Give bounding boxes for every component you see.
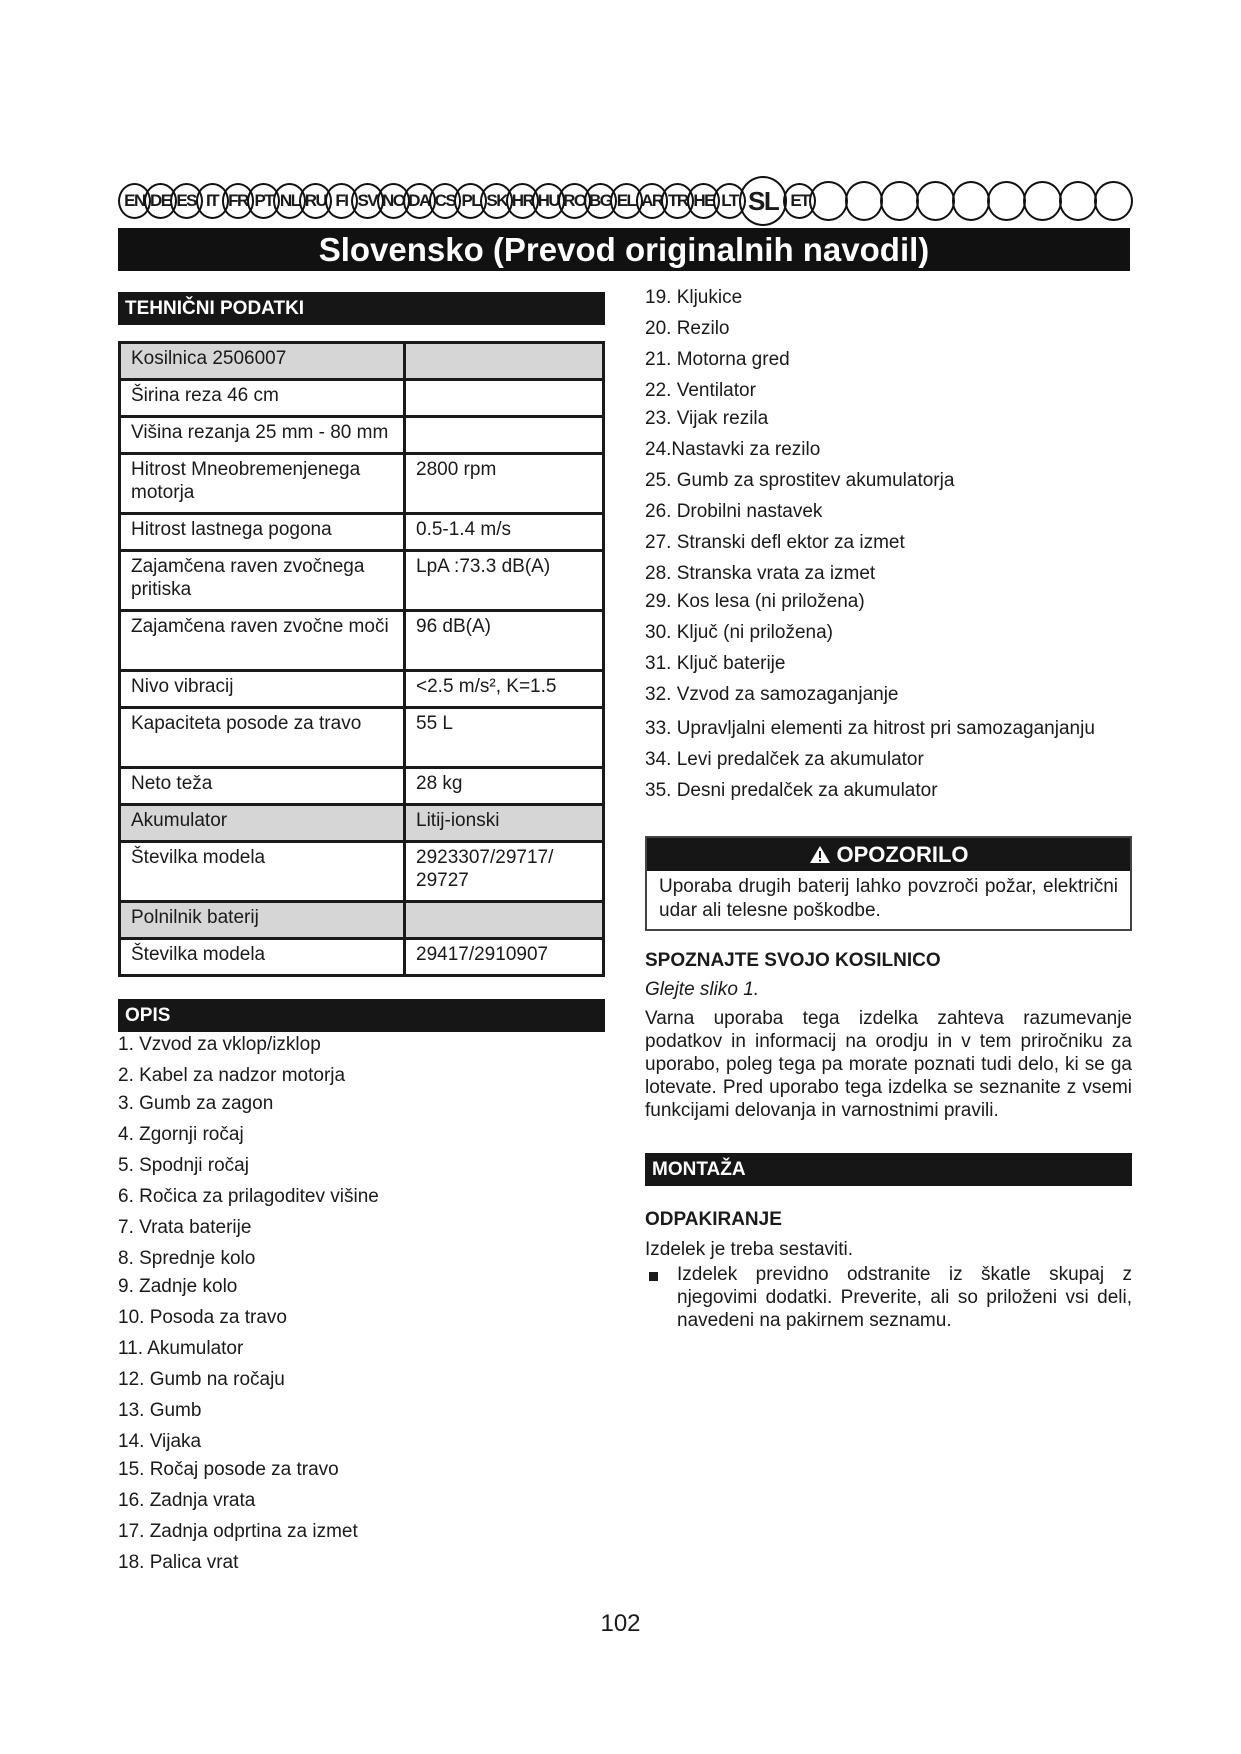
see-figure-note: Glejte sliko 1. xyxy=(645,979,760,1000)
list-item: 4. Zgornji ročaj xyxy=(118,1124,244,1145)
description-heading: OPIS xyxy=(118,999,605,1032)
list-item: 15. Ročaj posode za travo xyxy=(118,1459,339,1480)
spec-label: Številka modela xyxy=(120,939,405,976)
warning-text: Uporaba drugih baterij lahko povzroči požar, električni udar ali telesne poškodbe. xyxy=(659,876,1118,921)
spec-value: Litij-ionski xyxy=(405,805,604,842)
list-item: 31. Ključ baterije xyxy=(645,653,786,674)
language-tab-blank xyxy=(916,181,955,221)
language-tab-cs: CS xyxy=(429,183,462,219)
spec-value: 96 dB(A) xyxy=(405,611,604,671)
spec-label: Polnilnik baterij xyxy=(120,902,405,939)
language-tab-hr: HR xyxy=(506,183,539,219)
language-tab-lt: LT xyxy=(713,183,746,219)
spec-label: Kapaciteta posode za travo xyxy=(120,708,405,768)
list-item: 8. Sprednje kolo xyxy=(118,1248,256,1269)
list-item: 29. Kos lesa (ni priložena) xyxy=(645,591,865,612)
language-tabs xyxy=(118,181,1130,221)
spec-value xyxy=(405,343,604,380)
spec-row xyxy=(120,551,604,611)
language-tab-sl: SL xyxy=(739,176,787,226)
spec-label: Zajamčena raven zvočnega pritiska xyxy=(120,551,405,611)
spec-row xyxy=(120,902,604,939)
list-item: 20. Rezilo xyxy=(645,318,730,339)
list-item: 2. Kabel za nadzor motorja xyxy=(118,1065,346,1086)
spec-row xyxy=(120,671,604,708)
list-item: 21. Motorna gred xyxy=(645,349,790,370)
spec-value xyxy=(405,902,604,939)
spec-label: Hitrost lastnega pogona xyxy=(120,514,405,551)
language-tab-fr: FR xyxy=(222,183,255,219)
language-tab-sv: SV xyxy=(351,183,384,219)
list-item: 16. Zadnja vrata xyxy=(118,1490,256,1511)
warning-heading xyxy=(647,838,1130,871)
list-item: 30. Ključ (ni priložena) xyxy=(645,622,833,643)
language-tab-fi: FI xyxy=(325,183,358,219)
unpacking-intro: Izdelek je treba sestaviti. xyxy=(645,1239,854,1260)
language-tab-el: EL xyxy=(610,183,643,219)
spec-value: 28 kg xyxy=(405,768,604,805)
warning-box xyxy=(645,836,1132,931)
list-item: 25. Gumb za sprostitev akumulatorja xyxy=(645,470,955,491)
language-tab-blank xyxy=(845,181,884,221)
list-item: 3. Gumb za zagon xyxy=(118,1093,274,1114)
list-item: 23. Vijak rezila xyxy=(645,408,769,429)
specs-table xyxy=(118,341,605,977)
list-item: 12. Gumb na ročaju xyxy=(118,1369,285,1390)
list-item: 5. Spodnji ročaj xyxy=(118,1155,249,1176)
list-item: 1. Vzvod za vklop/izklop xyxy=(118,1034,321,1055)
list-item: 24.Nastavki za rezilo xyxy=(645,439,821,460)
language-tab-blank xyxy=(952,181,991,221)
language-tab-blank xyxy=(987,181,1026,221)
spec-label: Akumulator xyxy=(120,805,405,842)
spec-row xyxy=(120,805,604,842)
spec-row xyxy=(120,417,604,454)
spec-label: Višina rezanja 25 mm - 80 mm xyxy=(120,417,405,454)
language-tab-ar: AR xyxy=(636,183,669,219)
spec-row xyxy=(120,454,604,514)
list-item: 27. Stranski defl ektor za izmet xyxy=(645,532,905,553)
unpacking-heading: ODPAKIRANJE xyxy=(645,1209,782,1230)
spec-row xyxy=(120,514,604,551)
spec-label: Nivo vibracij xyxy=(120,671,405,708)
spec-value: LpA :73.3 dB(A) xyxy=(405,551,604,611)
language-tab-blank xyxy=(809,181,848,221)
list-item: 10. Posoda za travo xyxy=(118,1307,287,1328)
spec-row xyxy=(120,343,604,380)
language-tab-hu: HU xyxy=(532,183,565,219)
language-tab-he: HE xyxy=(687,183,720,219)
spec-value: 2800 rpm xyxy=(405,454,604,514)
spec-row xyxy=(120,708,604,768)
list-item: 26. Drobilni nastavek xyxy=(645,501,823,522)
spec-value: 2923307/29717/ 29727 xyxy=(405,842,604,902)
language-tab-blank xyxy=(1023,181,1062,221)
list-item: 14. Vijaka xyxy=(118,1431,202,1452)
page-title: Slovensko (Prevod originalnih navodil) xyxy=(118,228,1130,271)
spec-value: 55 L xyxy=(405,708,604,768)
warning-triangle-icon xyxy=(809,845,831,864)
page-number: 102 xyxy=(600,1610,641,1637)
list-item: 11. Akumulator xyxy=(118,1338,244,1359)
spec-value xyxy=(405,417,604,454)
language-tab-ro: RO xyxy=(558,183,591,219)
list-item: 6. Ročica za prilagoditev višine xyxy=(118,1186,379,1207)
language-tab-it: IT xyxy=(196,183,229,219)
list-item: 19. Kljukice xyxy=(645,287,743,308)
spec-value: <2.5 m/s², K=1.5 xyxy=(405,671,604,708)
list-item: 34. Levi predalček za akumulator xyxy=(645,749,924,770)
language-tab-sk: SK xyxy=(480,183,513,219)
spec-label: Kosilnica 2506007 xyxy=(120,343,405,380)
language-tab-bg: BG xyxy=(584,183,617,219)
warning-heading-text: OPOZORILO xyxy=(836,842,969,867)
spec-row xyxy=(120,768,604,805)
language-tab-es: ES xyxy=(170,183,203,219)
language-tab-ru: RU xyxy=(299,183,332,219)
language-tab-da: DA xyxy=(403,183,436,219)
bullet-icon xyxy=(649,1272,658,1281)
list-item: 17. Zadnja odprtina za izmet xyxy=(118,1521,358,1542)
spec-row xyxy=(120,611,604,671)
list-item: 33. Upravljalni elementi za hitrost pri samozaganjanju xyxy=(645,718,1095,739)
language-tab-blank xyxy=(1094,181,1133,221)
spec-row xyxy=(120,380,604,417)
assembly-heading: MONTAŽA xyxy=(645,1153,1132,1186)
language-tab-tr: TR xyxy=(661,183,694,219)
spec-label: Hitrost Mneobremenjenega motorja xyxy=(120,454,405,514)
spec-label: Širina reza 46 cm xyxy=(120,380,405,417)
list-item: 13. Gumb xyxy=(118,1400,202,1421)
language-tab-blank xyxy=(1059,181,1098,221)
list-item: 7. Vrata baterije xyxy=(118,1217,252,1238)
specs-heading: TEHNIČNI PODATKI xyxy=(118,292,605,325)
spec-label: Zajamčena raven zvočne moči xyxy=(120,611,405,671)
list-item: 22. Ventilator xyxy=(645,380,756,401)
list-item: 35. Desni predalček za akumulator xyxy=(645,780,938,801)
unpacking-bullet-text: Izdelek previdno odstranite iz škatle skupaj z njegovimi dodatki. Preverite, ali so priloženi vsi deli, navedeni na pakirnem seznamu. xyxy=(677,1264,1132,1331)
list-item: 9. Zadnje kolo xyxy=(118,1276,238,1297)
spec-value: 29417/2910907 xyxy=(405,939,604,976)
spec-label: Številka modela xyxy=(120,842,405,902)
spec-value xyxy=(405,380,604,417)
spec-label: Neto teža xyxy=(120,768,405,805)
language-tab-de: DE xyxy=(144,183,177,219)
language-tab-nl: NL xyxy=(273,183,306,219)
language-tab-en: EN xyxy=(118,183,151,219)
list-item: 18. Palica vrat xyxy=(118,1552,239,1573)
spec-value: 0.5-1.4 m/s xyxy=(405,514,604,551)
know-mower-heading: SPOZNAJTE SVOJO KOSILNICO xyxy=(645,950,941,971)
language-tab-et: ET xyxy=(783,183,816,219)
list-item: 28. Stranska vrata za izmet xyxy=(645,563,876,584)
spec-row xyxy=(120,842,604,902)
know-mower-text: Varna uporaba tega izdelka zahteva razumevanje podatkov in informacij na orodju in v tem priročniku za uporabo, poleg tega pa morate poznati tudi delo, ki se ga lotevate. Pred uporabo tega izdelka se seznanite z vsemi funkcijami delovanja in varnostnimi pravili. xyxy=(645,1008,1132,1121)
spec-row xyxy=(120,939,604,976)
language-tab-pl: PL xyxy=(454,183,487,219)
language-tab-no: NO xyxy=(377,183,410,219)
language-tab-pt: PT xyxy=(247,183,280,219)
list-item: 32. Vzvod za samozaganjanje xyxy=(645,684,899,705)
language-tab-blank xyxy=(880,181,919,221)
